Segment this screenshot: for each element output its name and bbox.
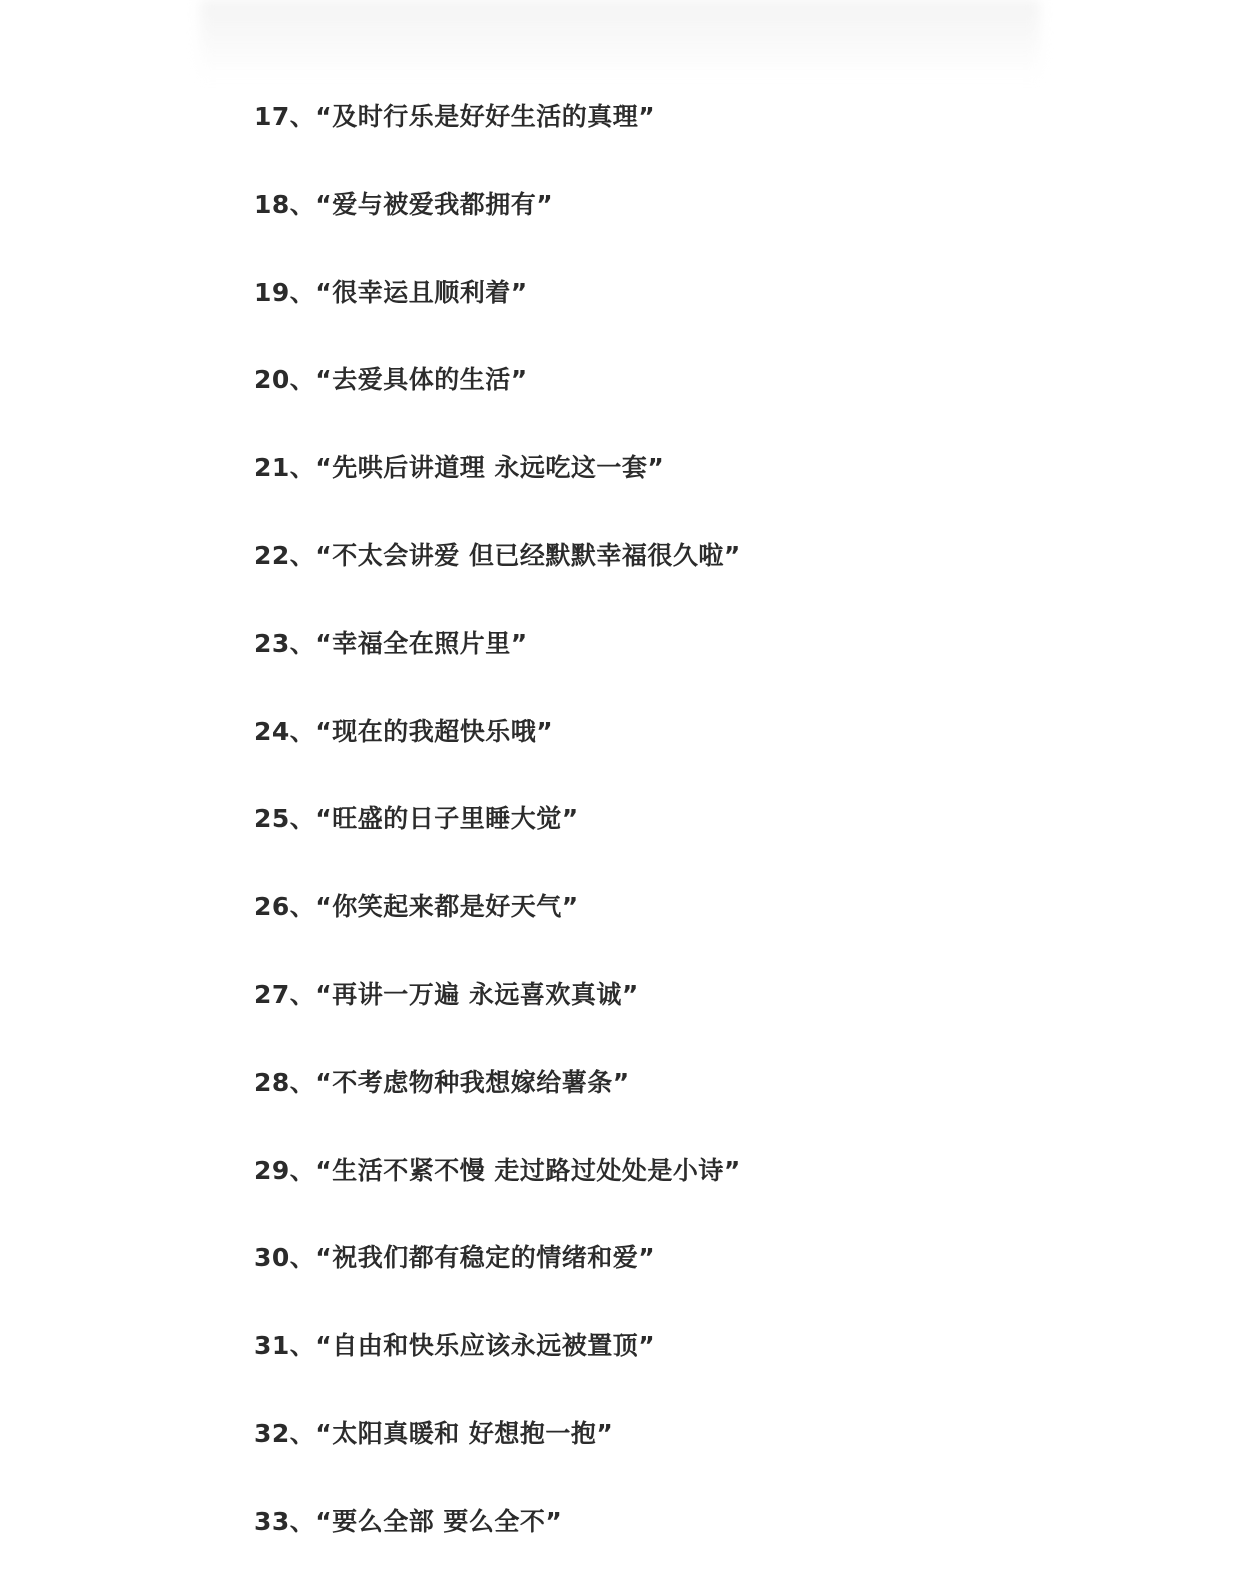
list-item: 30、“祝我们都有稳定的情绪和爱”	[254, 1243, 656, 1273]
list-item: 31、“自由和快乐应该永远被置顶”	[254, 1331, 656, 1361]
list-item: 17、“及时行乐是好好生活的真理”	[254, 102, 656, 131]
list-item: 32、“太阳真暖和 好想抱一抱”	[254, 1418, 614, 1448]
list-item: 28、“不考虑物种我想嫁给薯条”	[254, 1067, 630, 1097]
list-item: 27、“再讲一万遍 永远喜欢真诚”	[254, 979, 639, 1009]
list-item: 20、“去爱具体的生活”	[254, 365, 528, 395]
quote-list	[254, 96, 741, 1580]
list-item: 26、“你笑起来都是好天气”	[254, 892, 579, 922]
list-item: 18、“爱与被爱我都拥有”	[254, 189, 554, 219]
list-item: 33、“要么全部 要么全不”	[254, 1506, 563, 1536]
list-item: 25、“旺盛的日子里睡大觉”	[254, 804, 579, 834]
list-item: 24、“现在的我超快乐哦”	[254, 716, 554, 746]
list-item: 29、“生活不紧不慢 走过路过处处是小诗”	[254, 1155, 741, 1185]
list-item: 23、“幸福全在照片里”	[254, 628, 528, 658]
list-item: 21、“先哄后讲道理 永远吃这一套”	[254, 453, 665, 483]
blurred-top-text	[200, 0, 1040, 80]
list-item: 19、“很幸运且顺利着”	[254, 277, 528, 307]
list-item: 22、“不太会讲爱 但已经默默幸福很久啦”	[254, 540, 741, 570]
